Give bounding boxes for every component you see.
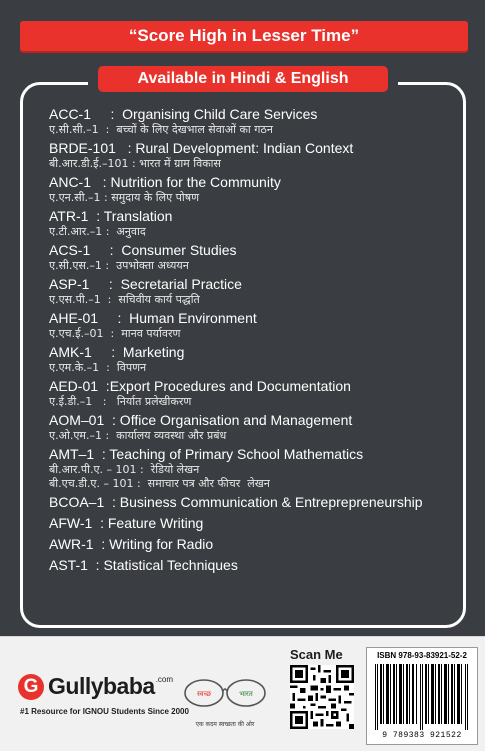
course-title-en: AMK-1 : Marketing [49, 344, 185, 360]
course-title-hi: ए.एन.सी.–1 : समुदाय के लिए पोषण [49, 191, 200, 204]
course-item [49, 536, 469, 553]
course-title-en: AFW-1 : Feature Writing [49, 515, 204, 531]
course-title-en: AHE-01 : Human Environment [49, 310, 257, 326]
course-title-en: ASP-1 : Secretarial Practice [49, 276, 242, 292]
barcode-icon [373, 664, 471, 730]
swachh-bharat-glasses-icon [180, 671, 270, 715]
course-title-hi: बी.एच.डी.ए. – 101 : समाचार पत्र और फीचर लेखन [49, 477, 270, 490]
course-title-hi: ए.एम.के.–1 : विपणन [49, 361, 147, 374]
course-title-en: BRDE-101 : Rural Development: Indian Context [49, 140, 354, 156]
course-title-en: AMT–1 : Teaching of Primary School Mathematics [49, 446, 364, 462]
availability-badge: Available in Hindi & English [98, 66, 388, 92]
course-list [49, 106, 469, 578]
course-item [49, 208, 469, 239]
swachh-label: स्वच्छ [196, 690, 212, 698]
course-item [49, 174, 469, 205]
course-title-en: AST-1 : Statistical Techniques [49, 557, 238, 573]
course-title-hi: ए.एस.पी.–1 : सचिवीय कार्य पद्धति [49, 293, 200, 306]
brand-tagline: #1 Resource for IGNOU Students Since 2000 [20, 707, 189, 716]
brand-logo [18, 673, 173, 700]
course-item [49, 140, 469, 171]
isbn-barcode-box [366, 647, 478, 745]
course-title-en: ACC-1 : Organising Child Care Services [49, 106, 318, 122]
course-title-en: ANC-1 : Nutrition for the Community [49, 174, 281, 190]
course-title-hi: ए.सी.सी.–1 : बच्चों के लिए देखभाल सेवाओं का गठन [49, 123, 273, 136]
course-title-hi: ए.सी.एस.–1 : उपभोक्ता अध्ययन [49, 259, 189, 272]
course-title-hi: ए.ई.डी.–1 : निर्यात प्रलेखीकरण [49, 395, 192, 408]
course-title-hi: ए.टी.आर.–1 : अनुवाद [49, 225, 146, 238]
course-item [49, 310, 469, 341]
swachh-caption: एक कदम स्वच्छता की ओर [195, 721, 255, 728]
course-item [49, 412, 469, 443]
course-item [49, 276, 469, 307]
course-item [49, 446, 469, 491]
scan-label: Scan Me [290, 647, 343, 662]
brand-mark-icon: G [18, 674, 44, 700]
isbn-digits: 9 789383 921522 [382, 731, 462, 740]
course-title-en: AWR-1 : Writing for Radio [49, 536, 214, 552]
footer [0, 636, 485, 751]
course-item [49, 557, 469, 574]
brand-suffix: .com [155, 675, 174, 684]
course-title-en: BCOA–1 : Business Communication & Entreprepreneurship [49, 494, 423, 510]
isbn-label: ISBN 978-93-83921-52-2 [377, 651, 467, 660]
brand-name: Gullybaba [48, 673, 155, 699]
bharat-label: भारत [239, 690, 253, 698]
qr-code-icon[interactable] [290, 665, 354, 729]
course-title-en: ATR-1 : Translation [49, 208, 173, 224]
tagline-banner: “Score High in Lesser Time” [20, 21, 468, 51]
course-item [49, 344, 469, 375]
course-title-hi: ए.एच.ई.–01 : मानव पर्यावरण [49, 327, 181, 340]
course-title-en: AED-01 :Export Procedures and Documentation [49, 378, 351, 394]
course-item [49, 378, 469, 409]
course-title-en: ACS-1 : Consumer Studies [49, 242, 237, 258]
course-title-hi: बी.आर.पी.ए. – 101 : रेडियो लेखन [49, 463, 200, 476]
course-title-en: AOM–01 : Office Organisation and Management [49, 412, 353, 428]
course-item [49, 515, 469, 532]
course-item [49, 242, 469, 273]
course-item [49, 106, 469, 137]
course-item [49, 494, 469, 511]
course-title-hi: बी.आर.डी.ई.–101 : भारत में ग्राम विकास [49, 157, 221, 170]
course-title-hi: ए.ओ.एम.–1 : कार्यालय व्यवस्था और प्रबंध [49, 429, 227, 442]
